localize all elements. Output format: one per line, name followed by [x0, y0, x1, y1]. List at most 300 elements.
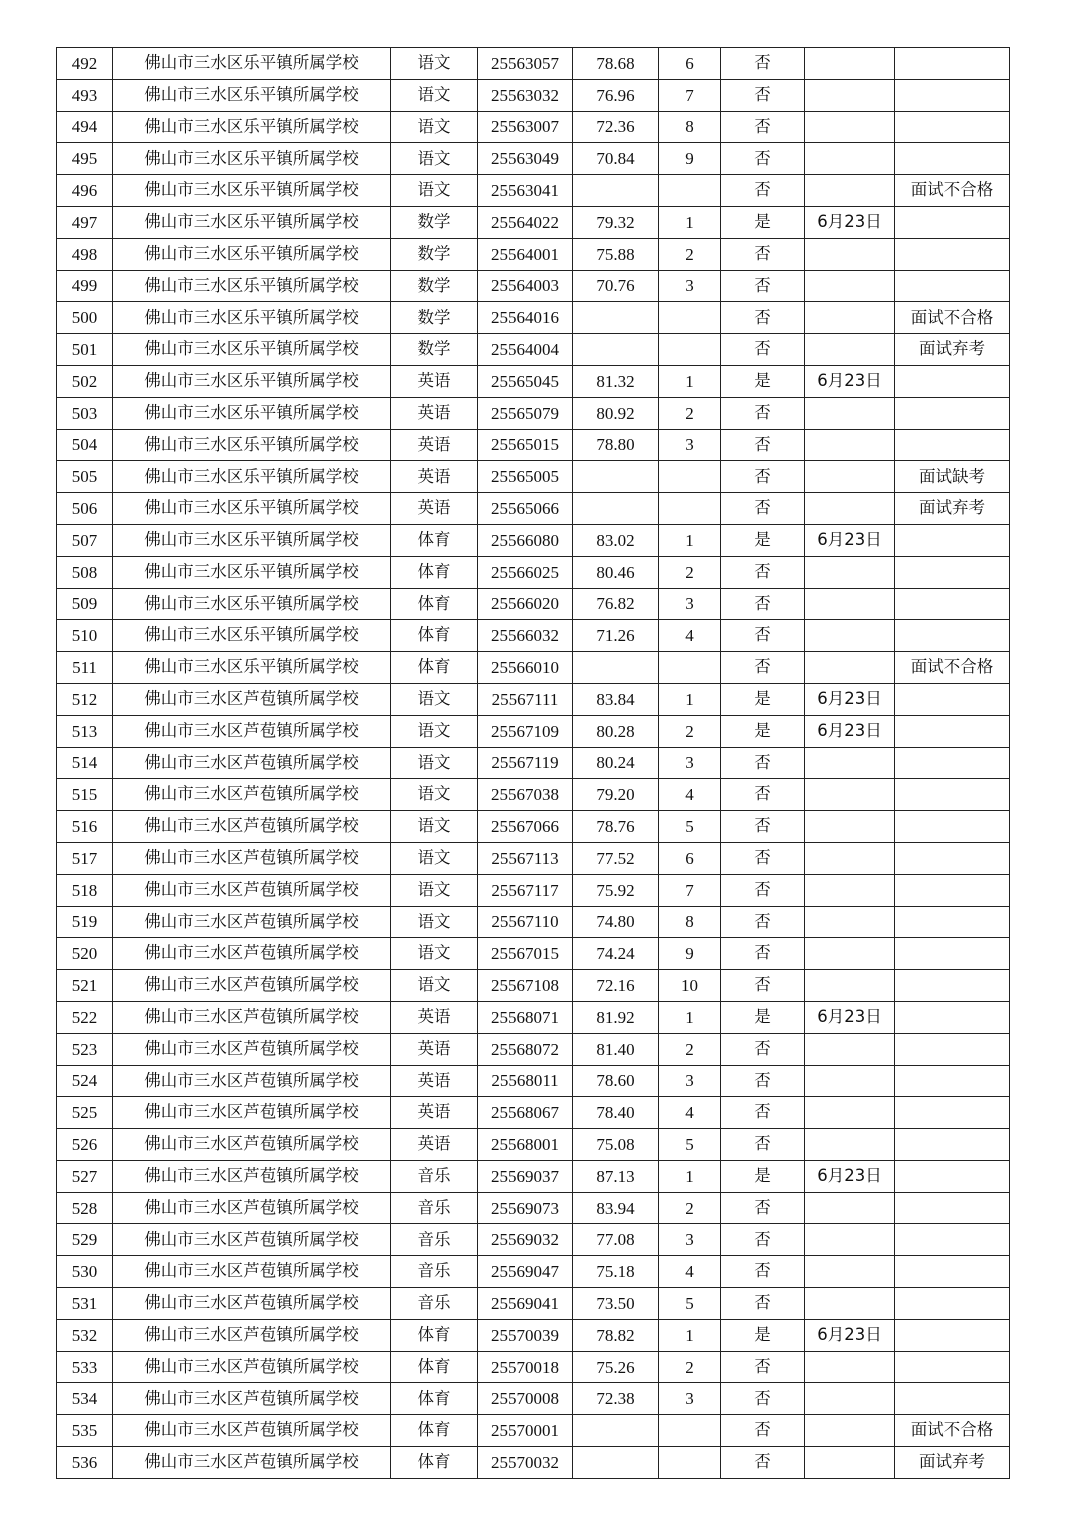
serial-number-cell: 533 — [57, 1351, 113, 1383]
rank-cell: 2 — [659, 238, 721, 270]
school-name-cell: 佛山市三水区乐平镇所属学校 — [113, 652, 391, 684]
rank-cell: 3 — [659, 588, 721, 620]
subject-cell: 体育 — [391, 1415, 478, 1447]
candidate-id-cell: 25563041 — [478, 175, 573, 207]
school-name-cell: 佛山市三水区芦苞镇所属学校 — [113, 811, 391, 843]
date-cell — [805, 779, 895, 811]
selected-cell: 是 — [721, 715, 805, 747]
table-row — [57, 1256, 1010, 1288]
date-cell — [805, 1447, 895, 1479]
serial-number-cell: 517 — [57, 842, 113, 874]
table-row — [57, 493, 1010, 525]
selected-cell: 否 — [721, 1224, 805, 1256]
score-cell: 72.38 — [573, 1383, 659, 1415]
score-cell: 80.92 — [573, 397, 659, 429]
date-cell — [805, 811, 895, 843]
subject-cell: 音乐 — [391, 1160, 478, 1192]
school-name-cell: 佛山市三水区芦苞镇所属学校 — [113, 683, 391, 715]
candidate-id-cell: 25569041 — [478, 1288, 573, 1320]
rank-cell — [659, 302, 721, 334]
serial-number-cell: 509 — [57, 588, 113, 620]
subject-cell: 语文 — [391, 938, 478, 970]
date-cell — [805, 652, 895, 684]
date-cell: 6月23日 — [805, 524, 895, 556]
school-name-cell: 佛山市三水区乐平镇所属学校 — [113, 79, 391, 111]
school-name-cell: 佛山市三水区乐平镇所属学校 — [113, 302, 391, 334]
date-cell — [805, 1256, 895, 1288]
table-row — [57, 811, 1010, 843]
rank-cell: 8 — [659, 111, 721, 143]
serial-number-cell: 532 — [57, 1319, 113, 1351]
candidate-id-cell: 25567066 — [478, 811, 573, 843]
date-cell — [805, 493, 895, 525]
selected-cell: 是 — [721, 524, 805, 556]
serial-number-cell: 523 — [57, 1033, 113, 1065]
serial-number-cell: 510 — [57, 620, 113, 652]
rank-cell: 1 — [659, 365, 721, 397]
subject-cell: 语文 — [391, 970, 478, 1002]
school-name-cell: 佛山市三水区芦苞镇所属学校 — [113, 1319, 391, 1351]
date-cell — [805, 1351, 895, 1383]
score-cell: 80.24 — [573, 747, 659, 779]
date-cell — [805, 1415, 895, 1447]
subject-cell: 英语 — [391, 1065, 478, 1097]
table-row — [57, 270, 1010, 302]
score-cell: 74.80 — [573, 906, 659, 938]
table-row — [57, 302, 1010, 334]
school-name-cell: 佛山市三水区芦苞镇所属学校 — [113, 1001, 391, 1033]
table-row — [57, 524, 1010, 556]
date-cell: 6月23日 — [805, 715, 895, 747]
candidate-id-cell: 25569073 — [478, 1192, 573, 1224]
score-cell — [573, 493, 659, 525]
remark-cell — [895, 715, 1010, 747]
rank-cell: 3 — [659, 1065, 721, 1097]
serial-number-cell: 513 — [57, 715, 113, 747]
subject-cell: 数学 — [391, 238, 478, 270]
remark-cell: 面试弃考 — [895, 1447, 1010, 1479]
table-row — [57, 970, 1010, 1002]
subject-cell: 英语 — [391, 1033, 478, 1065]
subject-cell: 英语 — [391, 1129, 478, 1161]
remark-cell — [895, 1319, 1010, 1351]
candidate-id-cell: 25567111 — [478, 683, 573, 715]
table-row — [57, 334, 1010, 366]
selected-cell: 否 — [721, 397, 805, 429]
date-cell — [805, 556, 895, 588]
school-name-cell: 佛山市三水区芦苞镇所属学校 — [113, 1160, 391, 1192]
score-cell: 71.26 — [573, 620, 659, 652]
school-name-cell: 佛山市三水区乐平镇所属学校 — [113, 206, 391, 238]
subject-cell: 音乐 — [391, 1192, 478, 1224]
candidate-id-cell: 25565066 — [478, 493, 573, 525]
score-cell: 87.13 — [573, 1160, 659, 1192]
date-cell — [805, 111, 895, 143]
selected-cell: 否 — [721, 620, 805, 652]
school-name-cell: 佛山市三水区芦苞镇所属学校 — [113, 906, 391, 938]
score-cell: 79.20 — [573, 779, 659, 811]
date-cell — [805, 1383, 895, 1415]
remark-cell — [895, 1383, 1010, 1415]
candidate-id-cell: 25568067 — [478, 1097, 573, 1129]
candidate-id-cell: 25567119 — [478, 747, 573, 779]
serial-number-cell: 512 — [57, 683, 113, 715]
score-cell: 78.60 — [573, 1065, 659, 1097]
candidate-id-cell: 25567117 — [478, 874, 573, 906]
serial-number-cell: 493 — [57, 79, 113, 111]
serial-number-cell: 531 — [57, 1288, 113, 1320]
table-body — [57, 48, 1010, 1479]
rank-cell — [659, 175, 721, 207]
date-cell — [805, 1065, 895, 1097]
rank-cell — [659, 334, 721, 366]
serial-number-cell: 516 — [57, 811, 113, 843]
score-cell: 81.92 — [573, 1001, 659, 1033]
serial-number-cell: 522 — [57, 1001, 113, 1033]
serial-number-cell: 498 — [57, 238, 113, 270]
rank-cell: 1 — [659, 1319, 721, 1351]
selected-cell: 否 — [721, 429, 805, 461]
table-row — [57, 1288, 1010, 1320]
date-cell — [805, 620, 895, 652]
table-row — [57, 652, 1010, 684]
selected-cell: 否 — [721, 1097, 805, 1129]
subject-cell: 数学 — [391, 270, 478, 302]
score-cell: 81.32 — [573, 365, 659, 397]
serial-number-cell: 506 — [57, 493, 113, 525]
remark-cell — [895, 1033, 1010, 1065]
school-name-cell: 佛山市三水区芦苞镇所属学校 — [113, 938, 391, 970]
score-cell — [573, 334, 659, 366]
date-cell — [805, 842, 895, 874]
remark-cell — [895, 874, 1010, 906]
table-row — [57, 1383, 1010, 1415]
table-row — [57, 429, 1010, 461]
date-cell — [805, 1129, 895, 1161]
table-row — [57, 365, 1010, 397]
remark-cell — [895, 270, 1010, 302]
rank-cell: 2 — [659, 556, 721, 588]
date-cell — [805, 906, 895, 938]
subject-cell: 体育 — [391, 1383, 478, 1415]
subject-cell: 数学 — [391, 334, 478, 366]
date-cell — [805, 79, 895, 111]
candidate-id-cell: 25568011 — [478, 1065, 573, 1097]
rank-cell: 8 — [659, 906, 721, 938]
selected-cell: 否 — [721, 48, 805, 80]
school-name-cell: 佛山市三水区芦苞镇所属学校 — [113, 747, 391, 779]
table-row — [57, 1033, 1010, 1065]
score-cell: 75.92 — [573, 874, 659, 906]
serial-number-cell: 505 — [57, 461, 113, 493]
score-cell — [573, 461, 659, 493]
subject-cell: 语文 — [391, 779, 478, 811]
school-name-cell: 佛山市三水区芦苞镇所属学校 — [113, 970, 391, 1002]
remark-cell — [895, 524, 1010, 556]
score-cell: 78.76 — [573, 811, 659, 843]
serial-number-cell: 499 — [57, 270, 113, 302]
candidate-id-cell: 25564003 — [478, 270, 573, 302]
school-name-cell: 佛山市三水区乐平镇所属学校 — [113, 334, 391, 366]
remark-cell — [895, 206, 1010, 238]
subject-cell: 语文 — [391, 811, 478, 843]
rank-cell: 1 — [659, 1001, 721, 1033]
rank-cell — [659, 652, 721, 684]
serial-number-cell: 508 — [57, 556, 113, 588]
serial-number-cell: 492 — [57, 48, 113, 80]
table-row — [57, 1192, 1010, 1224]
date-cell: 6月23日 — [805, 1160, 895, 1192]
selected-cell: 否 — [721, 652, 805, 684]
serial-number-cell: 525 — [57, 1097, 113, 1129]
table-row — [57, 1097, 1010, 1129]
score-cell: 72.16 — [573, 970, 659, 1002]
selected-cell: 否 — [721, 79, 805, 111]
subject-cell: 语文 — [391, 111, 478, 143]
table-row — [57, 461, 1010, 493]
score-cell — [573, 1415, 659, 1447]
serial-number-cell: 497 — [57, 206, 113, 238]
selected-cell: 否 — [721, 747, 805, 779]
table-row — [57, 79, 1010, 111]
selected-cell: 是 — [721, 1319, 805, 1351]
rank-cell — [659, 461, 721, 493]
score-cell: 75.26 — [573, 1351, 659, 1383]
table-row — [57, 175, 1010, 207]
remark-cell: 面试弃考 — [895, 493, 1010, 525]
selected-cell: 是 — [721, 683, 805, 715]
remark-cell: 面试弃考 — [895, 334, 1010, 366]
subject-cell: 英语 — [391, 461, 478, 493]
school-name-cell: 佛山市三水区乐平镇所属学校 — [113, 493, 391, 525]
table-row — [57, 397, 1010, 429]
serial-number-cell: 535 — [57, 1415, 113, 1447]
date-cell — [805, 270, 895, 302]
candidate-id-cell: 25563057 — [478, 48, 573, 80]
school-name-cell: 佛山市三水区芦苞镇所属学校 — [113, 1065, 391, 1097]
remark-cell — [895, 970, 1010, 1002]
serial-number-cell: 526 — [57, 1129, 113, 1161]
school-name-cell: 佛山市三水区乐平镇所属学校 — [113, 397, 391, 429]
school-name-cell: 佛山市三水区乐平镇所属学校 — [113, 524, 391, 556]
selected-cell: 否 — [721, 1383, 805, 1415]
date-cell — [805, 1224, 895, 1256]
subject-cell: 音乐 — [391, 1256, 478, 1288]
rank-cell: 5 — [659, 811, 721, 843]
subject-cell: 音乐 — [391, 1288, 478, 1320]
date-cell: 6月23日 — [805, 206, 895, 238]
school-name-cell: 佛山市三水区乐平镇所属学校 — [113, 270, 391, 302]
rank-cell: 3 — [659, 747, 721, 779]
school-name-cell: 佛山市三水区乐平镇所属学校 — [113, 429, 391, 461]
serial-number-cell: 530 — [57, 1256, 113, 1288]
candidate-id-cell: 25564004 — [478, 334, 573, 366]
candidate-id-cell: 25567108 — [478, 970, 573, 1002]
school-name-cell: 佛山市三水区芦苞镇所属学校 — [113, 1224, 391, 1256]
selected-cell: 是 — [721, 1160, 805, 1192]
date-cell — [805, 238, 895, 270]
remark-cell — [895, 1160, 1010, 1192]
score-cell: 72.36 — [573, 111, 659, 143]
candidate-id-cell: 25570039 — [478, 1319, 573, 1351]
subject-cell: 语文 — [391, 48, 478, 80]
subject-cell: 体育 — [391, 556, 478, 588]
date-cell — [805, 970, 895, 1002]
remark-cell: 面试不合格 — [895, 652, 1010, 684]
school-name-cell: 佛山市三水区芦苞镇所属学校 — [113, 1097, 391, 1129]
subject-cell: 语文 — [391, 906, 478, 938]
candidate-id-cell: 25569032 — [478, 1224, 573, 1256]
selected-cell: 否 — [721, 175, 805, 207]
selected-cell: 否 — [721, 1351, 805, 1383]
school-name-cell: 佛山市三水区芦苞镇所属学校 — [113, 874, 391, 906]
serial-number-cell: 521 — [57, 970, 113, 1002]
subject-cell: 英语 — [391, 365, 478, 397]
subject-cell: 体育 — [391, 1319, 478, 1351]
score-cell: 78.68 — [573, 48, 659, 80]
score-cell: 78.80 — [573, 429, 659, 461]
table-row — [57, 715, 1010, 747]
rank-cell — [659, 1447, 721, 1479]
rank-cell: 2 — [659, 397, 721, 429]
serial-number-cell: 536 — [57, 1447, 113, 1479]
remark-cell — [895, 588, 1010, 620]
selected-cell: 否 — [721, 238, 805, 270]
subject-cell: 音乐 — [391, 1224, 478, 1256]
table-row — [57, 1224, 1010, 1256]
remark-cell — [895, 1224, 1010, 1256]
table-row — [57, 1447, 1010, 1479]
school-name-cell: 佛山市三水区乐平镇所属学校 — [113, 48, 391, 80]
school-name-cell: 佛山市三水区乐平镇所属学校 — [113, 620, 391, 652]
candidate-id-cell: 25568071 — [478, 1001, 573, 1033]
subject-cell: 体育 — [391, 588, 478, 620]
serial-number-cell: 529 — [57, 1224, 113, 1256]
date-cell — [805, 1033, 895, 1065]
score-cell: 83.84 — [573, 683, 659, 715]
selected-cell: 否 — [721, 1033, 805, 1065]
remark-cell: 面试不合格 — [895, 175, 1010, 207]
remark-cell — [895, 238, 1010, 270]
serial-number-cell: 495 — [57, 143, 113, 175]
candidate-id-cell: 25563049 — [478, 143, 573, 175]
date-cell — [805, 397, 895, 429]
selected-cell: 是 — [721, 365, 805, 397]
remark-cell — [895, 683, 1010, 715]
candidate-id-cell: 25567109 — [478, 715, 573, 747]
subject-cell: 体育 — [391, 524, 478, 556]
school-name-cell: 佛山市三水区芦苞镇所属学校 — [113, 1383, 391, 1415]
subject-cell: 数学 — [391, 302, 478, 334]
serial-number-cell: 496 — [57, 175, 113, 207]
rank-cell: 6 — [659, 48, 721, 80]
candidate-id-cell: 25570032 — [478, 1447, 573, 1479]
subject-cell: 英语 — [391, 429, 478, 461]
score-cell: 77.08 — [573, 1224, 659, 1256]
candidate-id-cell: 25568072 — [478, 1033, 573, 1065]
subject-cell: 体育 — [391, 652, 478, 684]
candidate-id-cell: 25565079 — [478, 397, 573, 429]
remark-cell — [895, 111, 1010, 143]
date-cell — [805, 1192, 895, 1224]
score-cell: 81.40 — [573, 1033, 659, 1065]
score-cell: 75.88 — [573, 238, 659, 270]
selected-cell: 是 — [721, 1001, 805, 1033]
remark-cell — [895, 938, 1010, 970]
selected-cell: 否 — [721, 970, 805, 1002]
school-name-cell: 佛山市三水区乐平镇所属学校 — [113, 175, 391, 207]
selected-cell: 否 — [721, 1065, 805, 1097]
serial-number-cell: 503 — [57, 397, 113, 429]
date-cell — [805, 747, 895, 779]
remark-cell: 面试缺考 — [895, 461, 1010, 493]
school-name-cell: 佛山市三水区乐平镇所属学校 — [113, 111, 391, 143]
date-cell — [805, 1097, 895, 1129]
selected-cell: 是 — [721, 206, 805, 238]
subject-cell: 英语 — [391, 1001, 478, 1033]
table-row — [57, 842, 1010, 874]
candidate-id-cell: 25569037 — [478, 1160, 573, 1192]
score-cell — [573, 302, 659, 334]
remark-cell — [895, 906, 1010, 938]
school-name-cell: 佛山市三水区乐平镇所属学校 — [113, 556, 391, 588]
remark-cell — [895, 556, 1010, 588]
rank-cell: 3 — [659, 1383, 721, 1415]
candidate-id-cell: 25564022 — [478, 206, 573, 238]
date-cell — [805, 874, 895, 906]
remark-cell — [895, 747, 1010, 779]
remark-cell — [895, 1351, 1010, 1383]
date-cell: 6月23日 — [805, 683, 895, 715]
rank-cell: 1 — [659, 206, 721, 238]
subject-cell: 语文 — [391, 79, 478, 111]
table-row — [57, 779, 1010, 811]
subject-cell: 语文 — [391, 143, 478, 175]
rank-cell: 4 — [659, 1097, 721, 1129]
score-cell: 75.08 — [573, 1129, 659, 1161]
remark-cell — [895, 1192, 1010, 1224]
candidate-id-cell: 25570018 — [478, 1351, 573, 1383]
results-table-container — [56, 47, 1009, 1479]
rank-cell — [659, 493, 721, 525]
rank-cell: 7 — [659, 79, 721, 111]
subject-cell: 体育 — [391, 1351, 478, 1383]
candidate-id-cell: 25568001 — [478, 1129, 573, 1161]
table-row — [57, 588, 1010, 620]
school-name-cell: 佛山市三水区芦苞镇所属学校 — [113, 1033, 391, 1065]
table-row — [57, 906, 1010, 938]
selected-cell: 否 — [721, 556, 805, 588]
selected-cell: 否 — [721, 1129, 805, 1161]
date-cell — [805, 938, 895, 970]
remark-cell — [895, 143, 1010, 175]
subject-cell: 体育 — [391, 620, 478, 652]
selected-cell: 否 — [721, 302, 805, 334]
rank-cell: 2 — [659, 1351, 721, 1383]
remark-cell — [895, 779, 1010, 811]
remark-cell — [895, 365, 1010, 397]
table-row — [57, 620, 1010, 652]
school-name-cell: 佛山市三水区乐平镇所属学校 — [113, 365, 391, 397]
selected-cell: 否 — [721, 588, 805, 620]
rank-cell: 1 — [659, 524, 721, 556]
remark-cell: 面试不合格 — [895, 302, 1010, 334]
table-row — [57, 1160, 1010, 1192]
candidate-id-cell: 25565005 — [478, 461, 573, 493]
score-cell: 76.96 — [573, 79, 659, 111]
rank-cell: 3 — [659, 270, 721, 302]
score-cell — [573, 1447, 659, 1479]
